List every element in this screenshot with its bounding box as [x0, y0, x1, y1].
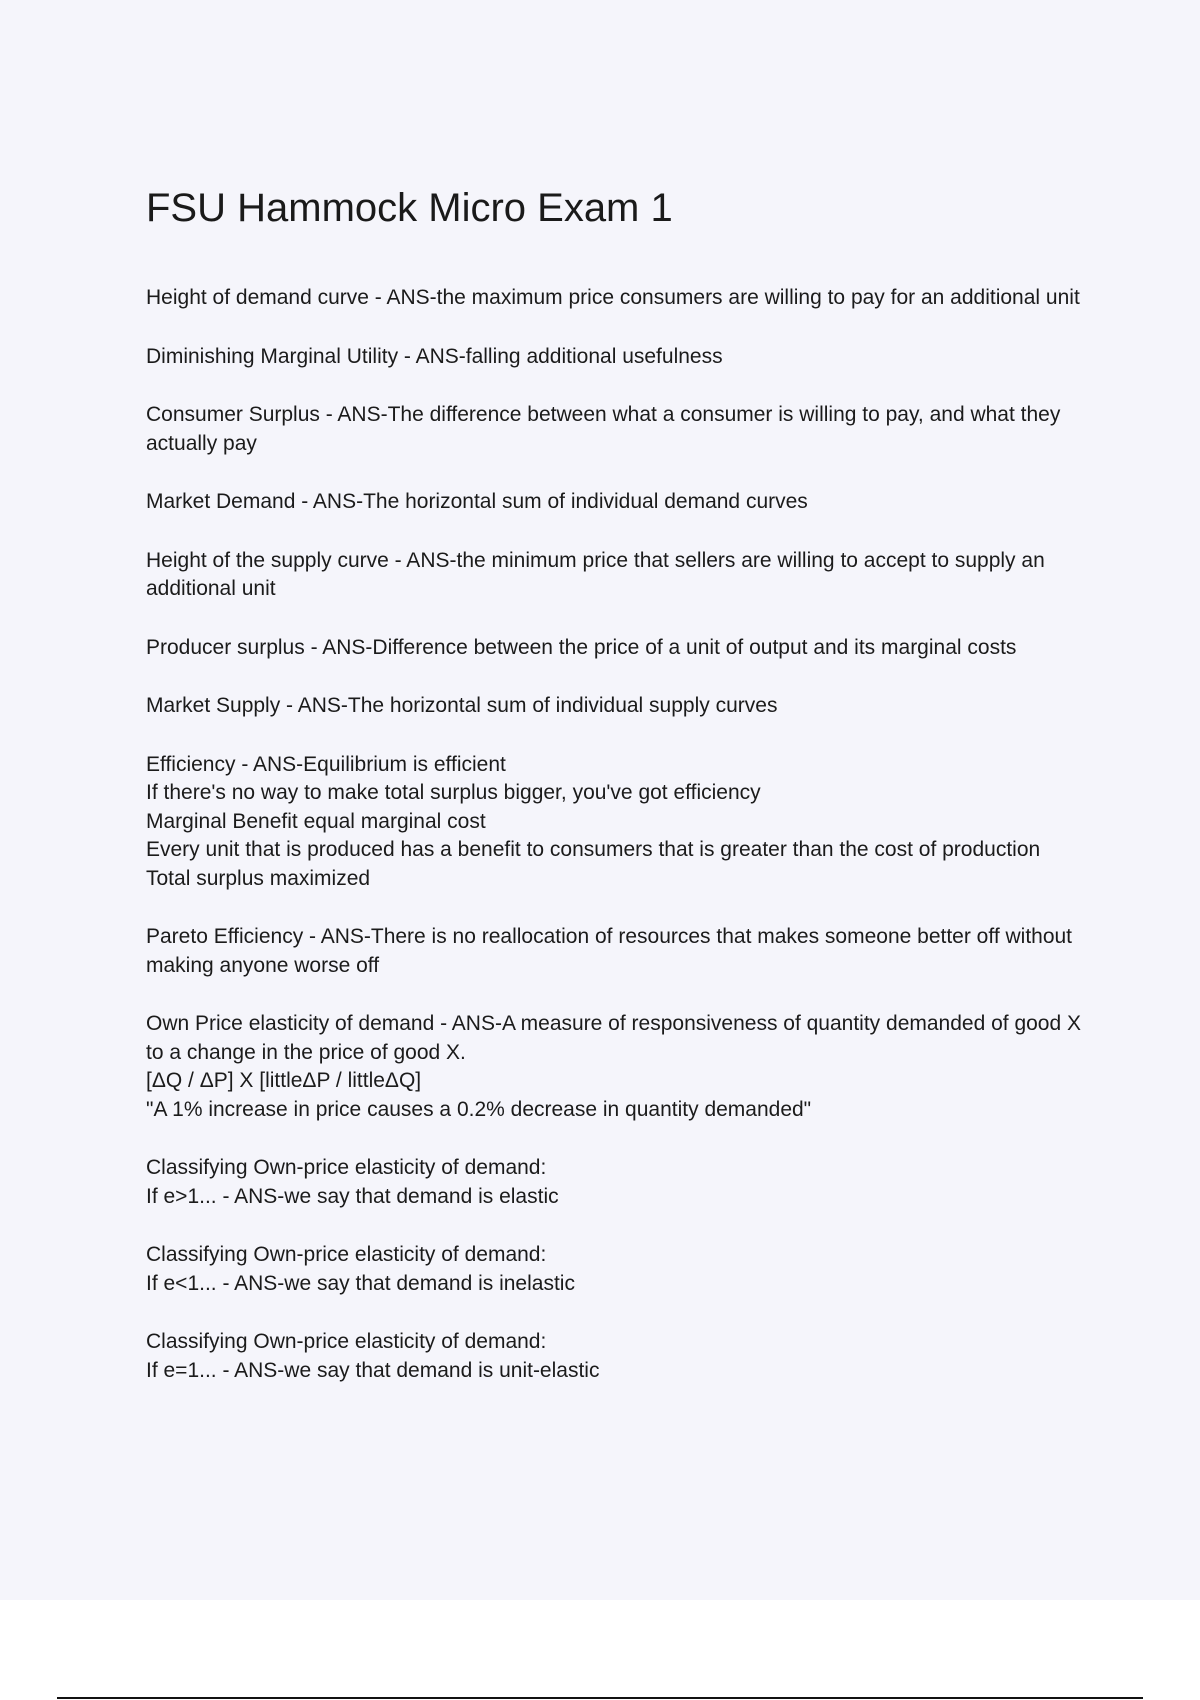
entry-text: If there's no way to make total surplus bigger, you've got efficiency [146, 781, 761, 804]
document-content [146, 182, 1086, 1415]
flashcard-entry [146, 692, 1086, 721]
entry-text: Diminishing Marginal Utility - ANS-falling additional usefulness [146, 344, 723, 368]
flashcard-entry [146, 1010, 1086, 1124]
flashcard-entry [146, 923, 1086, 980]
entry-text: Consumer Surplus - ANS-The difference between what a consumer is willing to pay, and what they actually pay [146, 403, 1067, 455]
entry-text: Classifying Own-price elasticity of demand: [146, 1156, 547, 1179]
entry-text: Classifying Own-price elasticity of demand: [146, 1330, 547, 1353]
flashcard-entry [146, 284, 1086, 313]
entry-text: Market Demand - ANS-The horizontal sum of individual demand curves [146, 490, 808, 513]
entry-text: Every unit that is produced has a benefit to consumers that is greater than the cost of production [146, 838, 1041, 861]
entry-text: Height of the supply curve - ANS-the minimum price that sellers are willing to accept to supply an additional unit [146, 548, 1051, 600]
entry-text: Producer surplus - ANS-Difference between the price of a unit of output and its marginal costs [146, 635, 1017, 659]
flashcard-entry [146, 343, 1086, 372]
entry-text: If e=1... - ANS-we say that demand is unit-elastic [146, 1358, 600, 1382]
flashcard-entry [146, 751, 1086, 894]
entry-text: Efficiency - ANS-Equilibrium is efficient [146, 752, 506, 776]
flashcard-entry [146, 401, 1086, 458]
document-title: FSU Hammock Micro Exam 1 [146, 186, 673, 230]
entry-text: If e<1... - ANS-we say that demand is inelastic [146, 1271, 575, 1295]
entry-text: Pareto Efficiency - ANS-There is no reallocation of resources that makes someone better off without making anyone worse off [146, 925, 1078, 977]
footer-divider [57, 1697, 1143, 1699]
entry-text: Marginal Benefit equal marginal cost [146, 809, 486, 833]
entry-text: "A 1% increase in price causes a 0.2% decrease in quantity demanded" [146, 1097, 812, 1121]
flashcard-entry [146, 634, 1086, 663]
flashcard-entry [146, 488, 1086, 517]
flashcard-entry [146, 1328, 1086, 1385]
flashcard-entry [146, 1241, 1086, 1298]
entry-text: If e>1... - ANS-we say that demand is elastic [146, 1184, 559, 1208]
entry-text: Market Supply - ANS-The horizontal sum of individual supply curves [146, 694, 778, 717]
flashcard-entry [146, 547, 1086, 604]
entry-text: [ΔQ / ΔP] X [littleΔP / littleΔQ] [146, 1069, 422, 1092]
entry-text: Own Price elasticity of demand - ANS-A measure of responsiveness of quantity demanded of good X to a change in the price of good X. [146, 1012, 1087, 1064]
entry-text: Height of demand curve - ANS-the maximum price consumers are willing to pay for an additional unit [146, 286, 1080, 309]
entry-text: Classifying Own-price elasticity of demand: [146, 1243, 547, 1266]
flashcard-entry [146, 1154, 1086, 1211]
entry-text: Total surplus maximized [146, 866, 371, 890]
